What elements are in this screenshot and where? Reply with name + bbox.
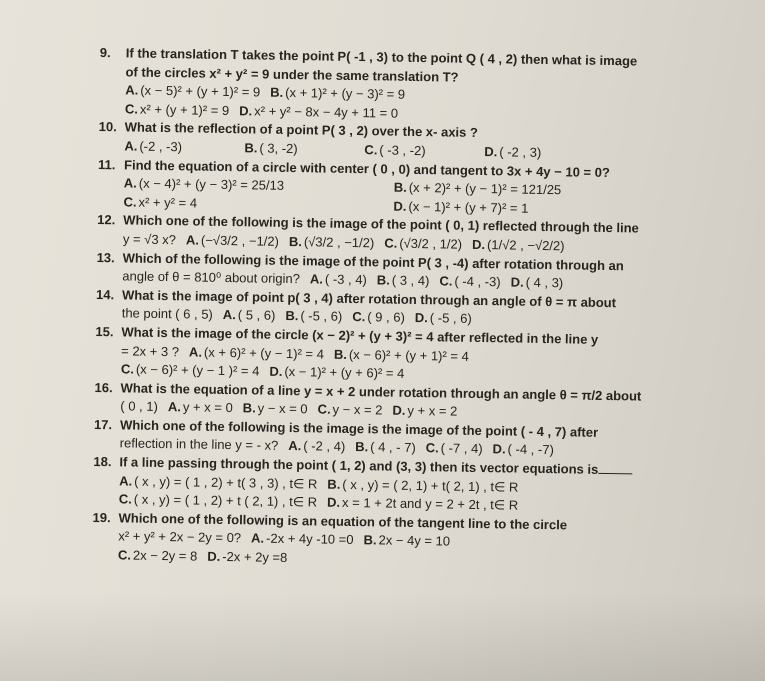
option-a: A. ( 5 , 6) [222, 307, 276, 324]
question-number: 14. [95, 286, 115, 302]
question-text: What is the reflection of a point P( 3 , 2) over the x- axis ? [124, 119, 479, 141]
option-a: A. ( -3 , 4) [309, 271, 367, 288]
question-text: If the translation T takes the point P( -1 , 3) to the point Q ( 4 , 2) then what is image [125, 45, 638, 69]
option-a: A. y + x = 0 [167, 399, 233, 416]
question-19 [92, 509, 693, 574]
option-d: D. x = 1 + 2t and y = 2 + 2t , t∈ R [326, 494, 519, 513]
question-text: of the circles x² + y² = 9 under the same translation T? [125, 63, 459, 85]
option-b: B. 2x − 4y = 10 [363, 532, 451, 549]
question-text: Which of the following is the image of the point P( 3 , -4) after rotation through an [122, 249, 624, 273]
option-a: A. (x − 4)² + (y − 3)² = 25/13 [123, 175, 285, 194]
question-number: 9. [99, 44, 111, 61]
question-9 [99, 44, 700, 128]
option-b: B. (√3/2 , −1/2) [288, 233, 375, 251]
option-d: D. y + x = 2 [392, 402, 458, 419]
question-number: 17. [93, 416, 113, 433]
question-number: 16. [94, 379, 113, 395]
option-d: D. ( -2 , 3) [484, 144, 542, 160]
question-text: What is the image of point p( 3 , 4) after rotation through an angle of θ = π about [121, 287, 617, 310]
option-d: D. ( -4 , -7) [492, 441, 554, 458]
option-d: D. -2x + 2y =8 [207, 548, 288, 566]
option-a: A. ( -2 , 4) [288, 438, 346, 455]
question-number: 13. [96, 249, 115, 265]
option-a: A. (x + 6)² + (y − 1)² = 4 [188, 343, 325, 362]
option-b: B. ( 3, -2) [244, 140, 298, 157]
option-a: A. ( x , y) = ( 1 , 2) + t( 3 , 3) , t∈ R [119, 473, 318, 492]
option-a: A. -2x + 4y -10 =0 [250, 530, 354, 548]
question-text-continued: ( 0 , 1) [120, 398, 159, 415]
option-d: D. (1/√2 , −√2/2) [471, 236, 565, 254]
option-a: A. (x − 5)² + (y + 1)² = 9 [125, 82, 261, 100]
option-b: B. ( x , y) = ( 2, 1) + t( 2, 1) , t∈ R [327, 476, 519, 495]
option-c: C. 2x − 2y = 8 [117, 547, 198, 564]
option-c: C. x² + (y + 1)² = 9 [124, 101, 230, 118]
photo-shadow [0, 591, 765, 681]
question-text-continued: the point ( 6 , 5) [121, 305, 213, 323]
option-c: C. ( -3 , -2) [364, 142, 426, 159]
question-number: 12. [97, 212, 116, 228]
question-text-continued: = 2x + 3 ? [121, 342, 180, 359]
option-d: D. ( 4 , 3) [510, 274, 564, 291]
option-b: B. ( 4 , - 7) [355, 439, 416, 456]
option-a: A. (−√3/2 , −1/2) [185, 232, 280, 249]
answer-blank [598, 473, 632, 475]
option-b: B. ( 3 , 4) [376, 272, 430, 289]
option-c: C. ( -7 , 4) [425, 440, 483, 457]
question-number: 19. [92, 509, 111, 526]
option-a: A. (-2 , -3) [124, 138, 183, 155]
option-b: B. y − x = 0 [242, 400, 308, 417]
question-text: What is the image of the circle (x − 2)² + (y + 3)² = 4 after reflected in the line y [121, 324, 599, 347]
question-text: Find the equation of a circle with center ( 0 , 0) and tangent to 3x + 4y − 10 = 0? [123, 156, 610, 180]
question-text: What is the equation of a line y = x + 2 under rotation through an angle θ = π/2 about [120, 380, 642, 404]
question-11 [97, 156, 698, 221]
option-b: B. ( -5 , 6) [285, 308, 343, 325]
question-text: If a line passing through the point ( 1, 2) and (3, 3) then its vector equations is [119, 453, 693, 481]
option-c: C. (x − 6)² + (y − 1 )² = 4 [120, 361, 260, 379]
option-c: C. y − x = 2 [317, 401, 383, 418]
question-text-continued: reflection in the line y = - x? [119, 435, 279, 454]
option-b: B. (x − 6)² + (y + 1)² = 4 [333, 346, 469, 364]
option-d: D. (x − 1)² + (y + 7)² = 1 [393, 198, 529, 216]
option-d: D. (x − 1)² + (y + 6)² = 4 [269, 363, 405, 381]
question-sheet [92, 44, 700, 574]
option-b: B. (x + 1)² + (y − 3)² = 9 [270, 84, 406, 102]
option-b: B. (x + 2)² + (y − 1)² = 121/25 [393, 179, 562, 198]
option-c: C. x² + y² = 4 [123, 194, 198, 211]
question-text: Which one of the following is the image of the point ( 0, 1) reflected through the line [123, 212, 639, 236]
question-text: Which one of the following is an equation of the tangent line to the circle [118, 510, 568, 533]
question-text-continued: angle of θ = 810⁰ about origin? [122, 268, 301, 287]
question-number: 11. [97, 156, 116, 172]
option-c: C. ( x , y) = ( 1 , 2) + t ( 2, 1) , t∈ R [118, 491, 318, 510]
option-c: C. ( -4 , -3) [439, 273, 501, 290]
question-number: 10. [98, 119, 117, 135]
question-15 [95, 323, 696, 388]
option-c: C. ( 9 , 6) [352, 309, 405, 326]
question-number: 15. [95, 323, 114, 340]
option-d: D. ( -5 , 6) [414, 310, 472, 327]
question-text: Which one of the following is the image is the image of the point ( - 4 , 7) after [119, 417, 599, 440]
question-text-continued: y = √3 x? [122, 231, 177, 248]
question-text-continued: x² + y² + 2x − 2y = 0? [118, 528, 242, 546]
option-d: D. x² + y² − 8x − 4y + 11 = 0 [239, 102, 399, 121]
question-number: 18. [93, 454, 112, 470]
question-18 [93, 453, 694, 518]
option-c: C. (√3/2 , 1/2) [384, 235, 463, 252]
